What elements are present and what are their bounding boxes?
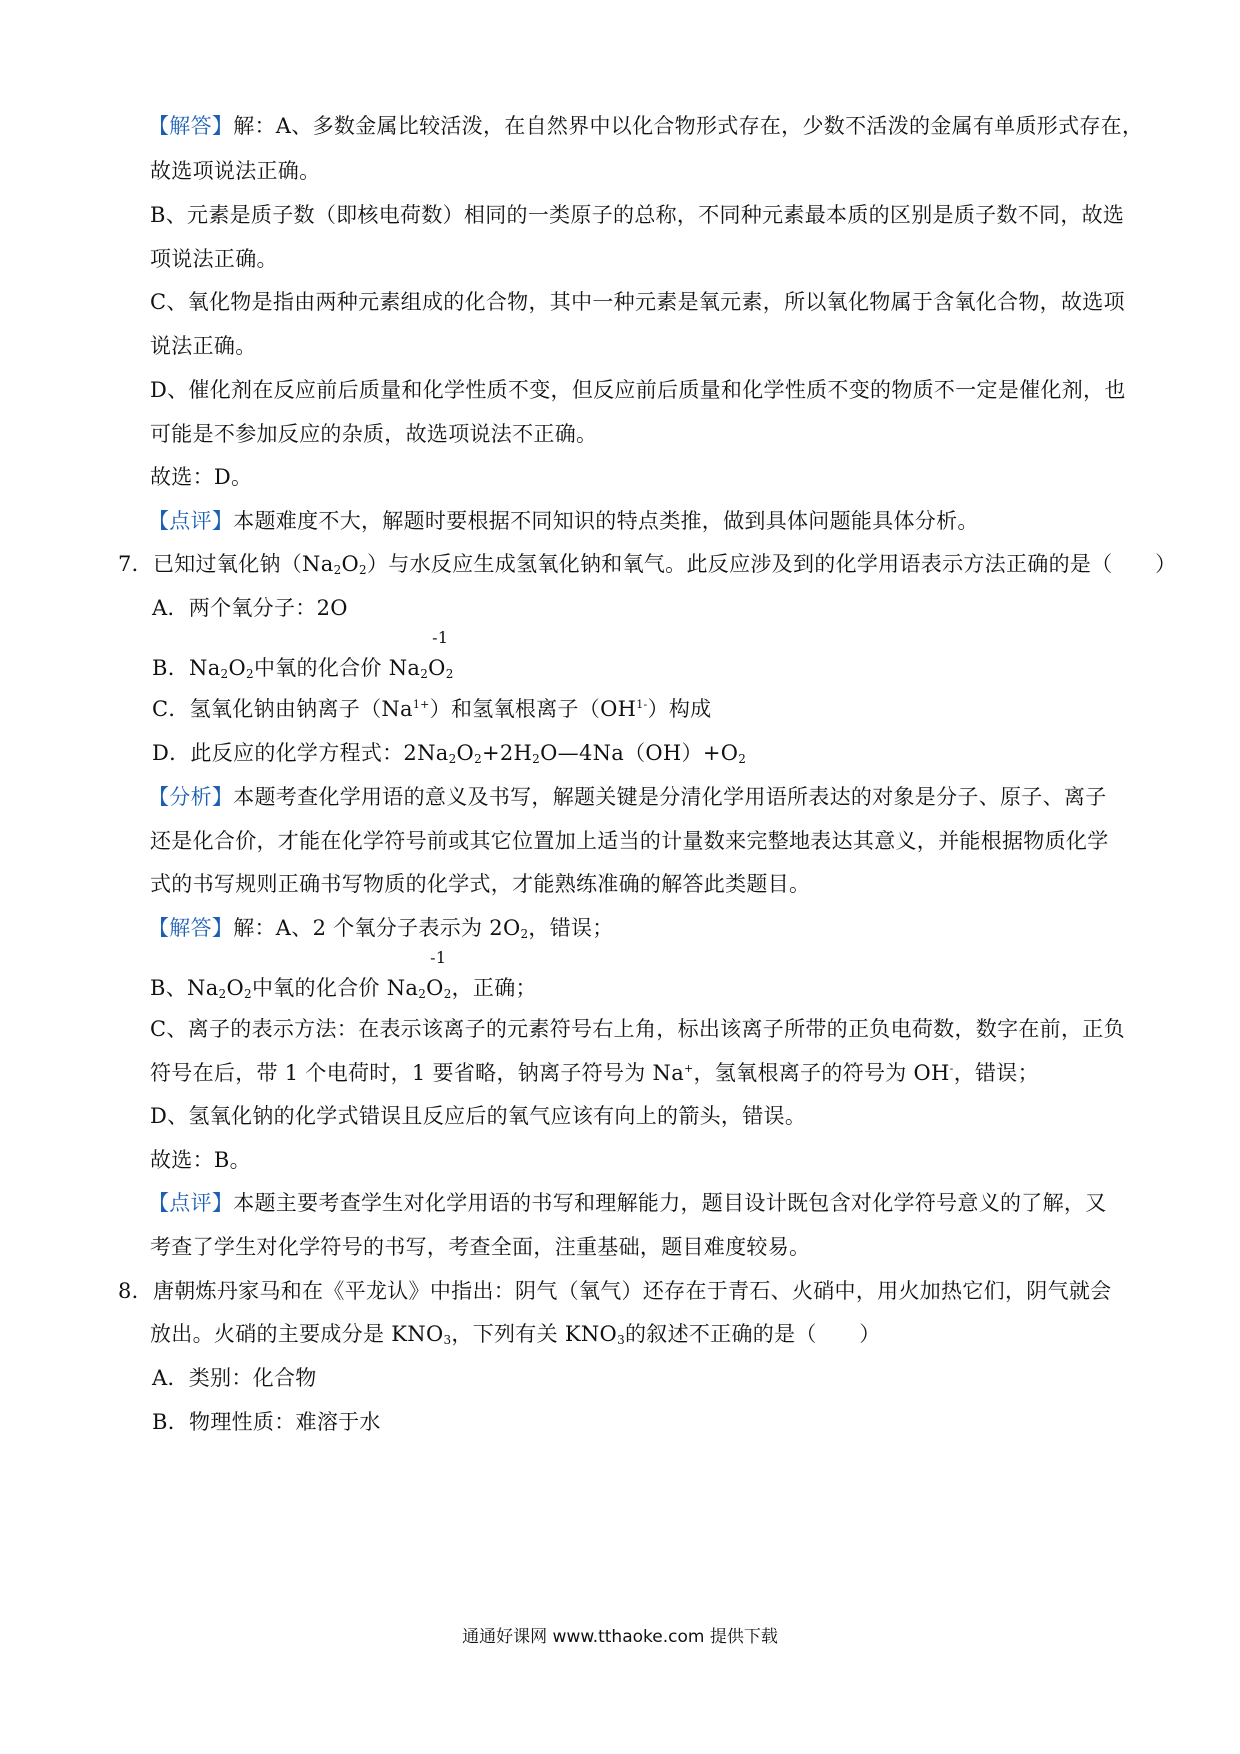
q7-dianping-1	[148, 1189, 1133, 1217]
dianping-tag: 【点评】	[148, 1191, 234, 1215]
valence-element: O	[426, 976, 444, 1000]
q7-option-c	[152, 695, 1137, 723]
sub: 2	[532, 752, 541, 766]
q7-fenxi-text: 本题考查化学用语的意义及书写，解题关键是分清化学用语所表达的对象是分子、原子、离子	[233, 785, 1107, 809]
q6-c-line-1: C、氧化物是指由两种元素组成的化合物，其中一种元素是氧元素，所以氧化物属于含氧化合物，故选项	[150, 290, 1125, 314]
q7-dianping-2: 考查了学生对化学符号的书写，考查全面，注重基础，题目难度较易。	[150, 1235, 811, 1259]
sub: 2	[448, 752, 457, 766]
q7-dianping-text: 本题主要考查学生对化学用语的书写和理解能力，题目设计既包含对化学符号意义的了解，又	[233, 1191, 1107, 1215]
q7-optb-c: 中氧的化合价 Na	[253, 656, 421, 680]
q7-optc-c: ）构成	[647, 697, 712, 721]
q8-option-a: A．类别：化合物	[152, 1366, 317, 1390]
q7-jb-c: 中氧的化合价 Na	[251, 976, 419, 1000]
q7-optd-d: O	[540, 741, 558, 765]
q7-option-d	[152, 739, 1137, 767]
q6-c-line-2: 说法正确。	[150, 334, 257, 358]
sub: 2	[246, 667, 254, 681]
q7-optb-a: B．Na	[152, 656, 221, 680]
q7-optb-b: O	[228, 656, 246, 680]
q7-optd-a: D．此反应的化学方程式：2Na	[152, 741, 449, 765]
dianping-tag: 【点评】	[148, 509, 234, 533]
q7-jb-b: O	[226, 976, 244, 1000]
jieda-tag: 【解答】	[148, 916, 234, 940]
valence-element: O	[428, 656, 446, 680]
q7-jb-d: ，正确；	[451, 976, 537, 1000]
q7-stem	[118, 550, 1177, 578]
q7-optd-c: +2H	[482, 741, 533, 765]
sub: 2	[420, 667, 429, 681]
sub: 2	[220, 667, 229, 681]
q7-opta-text: A．两个氧分子：2O	[152, 596, 348, 620]
valence-mark	[428, 628, 449, 682]
q7-stem-c: ）与水反应生成氢氧化钠和氧气。此反应涉及到的化学用语表示方法正确的是（ ）	[366, 552, 1177, 576]
q7-stem-b: O	[341, 552, 360, 576]
sub: 2	[474, 752, 482, 766]
sub: 3	[617, 1333, 625, 1347]
q7-jieda-a	[148, 914, 1133, 942]
q7-stem-a: 7．已知过氧化钠（Na	[118, 552, 334, 576]
sup: -	[949, 1062, 954, 1075]
page-footer: 通通好课网 www.tthaoke.com 提供下载	[462, 1627, 778, 1647]
q6-d-line-2: 可能是不参加反应的杂质，故选项说法不正确。	[150, 422, 598, 446]
sup: 1+	[412, 698, 430, 711]
q6-jieda-line-1	[148, 112, 1144, 140]
sub: 2	[244, 987, 252, 1001]
sub: 2	[443, 987, 452, 1001]
q6-b-line-1: B、元素是质子数（即核电荷数）相同的一类原子的总称，不同种元素最本质的区别是质子数不同，故选	[150, 203, 1125, 227]
q6-b-line-2: 项说法正确。	[150, 247, 278, 271]
q7-jb-a: B、Na	[150, 976, 219, 1000]
q7-fenxi-2: 还是化合价，才能在化学符号前或其它位置加上适当的计量数来完整地表达其意义，并能根据物质化学	[150, 829, 1109, 853]
q8-stem2-b: ，下列有关 KNO	[451, 1322, 618, 1346]
sub: 2	[738, 752, 747, 766]
sub: 2	[333, 563, 342, 577]
valence-value: -1	[432, 628, 449, 647]
q7-ja-b: ，错误；	[528, 916, 614, 940]
q7-optd-b: O	[456, 741, 475, 765]
q7-fenxi-3: 式的书写规则正确书写物质的化学式，才能熟练准确的解答此类题目。	[150, 872, 811, 896]
sub: 2	[445, 667, 454, 681]
q7-jc2-b: ，氢氧根离子的符号为 OH	[693, 1061, 950, 1085]
q6-answer: 故选：D。	[150, 465, 253, 489]
jieda-tag: 【解答】	[148, 114, 234, 138]
q6-jieda-line-2: 故选项说法正确。	[150, 159, 321, 183]
q6-dianping	[148, 507, 1133, 535]
sup: 1-	[636, 698, 648, 711]
valence-value: -1	[430, 948, 447, 967]
q7-jc2-c: ，错误；	[953, 1061, 1039, 1085]
sub: 2	[218, 987, 227, 1001]
q7-optc-b: ）和氢氧根离子（OH	[429, 697, 637, 721]
q7-jieda-b	[150, 948, 1135, 1002]
fenxi-tag: 【分析】	[148, 785, 234, 809]
q7-ja-a: 解：A、2 个氧分子表示为 2O	[233, 916, 521, 940]
sub: 2	[359, 563, 367, 577]
sup: +	[684, 1062, 694, 1075]
q6-d-line-1: D、催化剂在反应前后质量和化学性质不变，但反应前后质量和化学性质不变的物质不一定是催化剂，也	[150, 378, 1126, 402]
q7-jc2-a: 符号在后，带 1 个电荷时，1 要省略，钠离子符号为 Na	[150, 1061, 685, 1085]
q7-option-b	[152, 628, 1137, 682]
sub: 2	[520, 927, 529, 941]
q7-answer: 故选：B。	[150, 1148, 251, 1172]
q7-jieda-c-2	[150, 1059, 1135, 1087]
q8-stem-1: 8．唐朝炼丹家马和在《平龙认》中指出：阴气（氧气）还存在于青石、火硝中，用火加热它们，阴气就会	[118, 1279, 1112, 1303]
q7-optd-e: —4Na（OH）+O	[557, 741, 739, 765]
q8-stem-2	[150, 1320, 1135, 1348]
q7-fenxi-1	[148, 783, 1133, 811]
q8-stem2-c: 的叙述不正确的是（ ）	[625, 1322, 881, 1346]
q7-option-a	[152, 594, 1137, 622]
q8-option-b: B．物理性质：难溶于水	[152, 1410, 381, 1434]
sub: 2	[418, 987, 427, 1001]
q6-jieda-a-text: 解：A、多数金属比较活泼，在自然界中以化合物形式存在，少数不活泼的金属有单质形式存在，	[233, 114, 1144, 138]
sub: 3	[443, 1333, 452, 1347]
q8-stem2-a: 放出。火硝的主要成分是 KNO	[150, 1322, 444, 1346]
q7-jieda-c-1: C、离子的表示方法：在表示该离子的元素符号右上角，标出该离子所带的正负电荷数，数字在前，正负	[150, 1017, 1125, 1041]
valence-mark	[426, 948, 447, 1002]
q6-dianping-text: 本题难度不大，解题时要根据不同知识的特点类推，做到具体问题能具体分析。	[233, 509, 979, 533]
q7-jieda-d: D、氢氧化钠的化学式错误且反应后的氧气应该有向上的箭头，错误。	[150, 1104, 807, 1128]
q7-optc-a: C．氢氧化钠由钠离子（Na	[152, 697, 413, 721]
